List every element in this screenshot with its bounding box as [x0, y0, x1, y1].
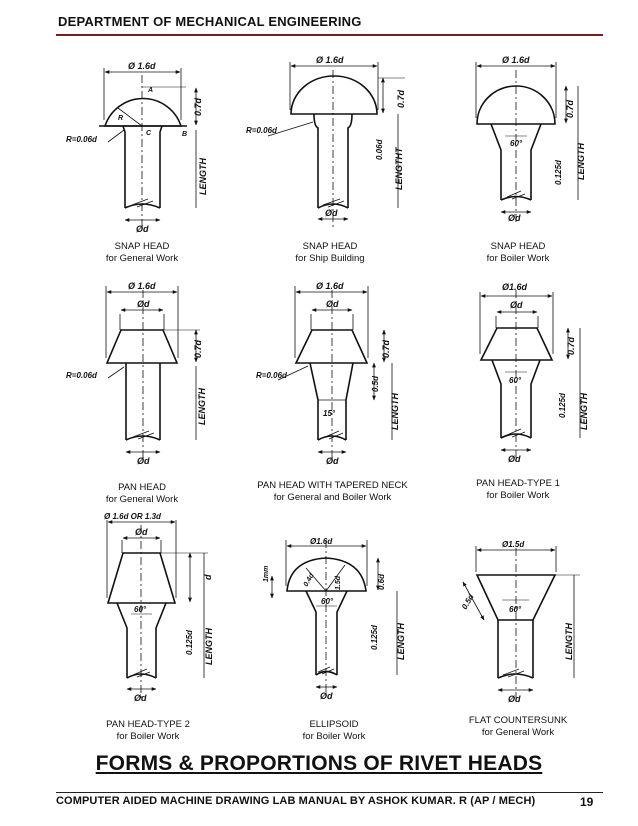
r5-angle-dim: 15°	[323, 409, 336, 418]
caption-pan-type2	[58, 719, 238, 743]
r2-top-dim: Ø 1.6d	[316, 55, 344, 65]
rivet-pan-type2	[107, 520, 208, 700]
caption-use: for Boiler Work	[302, 731, 366, 742]
r8-r1-dim: 0.4d	[302, 572, 316, 588]
caption-name: SNAP HEAD	[490, 241, 546, 252]
r1-point-b: B	[182, 131, 188, 138]
r4-shank-dim: Ød	[137, 456, 150, 466]
r6-length-dim: LENGTH	[579, 393, 589, 430]
rivet-snap-boiler	[476, 62, 578, 225]
r5-radius-dim: R=0.06d	[256, 371, 287, 380]
r9-height-dim: 0.5d	[459, 592, 476, 611]
r2-shank-dim: Ød	[325, 208, 338, 218]
r2-mid-dim: 0.06d	[375, 139, 384, 160]
r8-neck-dim: 0.125d	[370, 625, 379, 650]
r7-shank-dim: Ød	[134, 693, 147, 703]
caption-use: for General Work	[105, 253, 179, 264]
caption-use: for Boiler Work	[486, 490, 550, 501]
caption-use: for General Work	[481, 727, 555, 738]
caption-name: PAN HEAD	[118, 482, 166, 493]
r6-inner-dim: Ød	[510, 300, 523, 310]
r1-point-c: C	[146, 130, 152, 137]
caption-snap-general	[52, 241, 232, 265]
r4-inner-dim: Ød	[137, 299, 150, 309]
r6-height-dim: 0.7d	[566, 336, 576, 355]
r7-top-dim: Ø 1.6d OR 1.3d	[104, 512, 161, 521]
caption-name: FLAT COUNTERSUNK	[468, 715, 568, 726]
caption-use: for General and Boiler Work	[273, 492, 392, 503]
caption-name: SNAP HEAD	[302, 241, 358, 252]
r8-shank-dim: Ød	[320, 691, 333, 701]
r3-angle-dim: 60°	[510, 139, 523, 148]
caption-use: for General Work	[105, 494, 179, 505]
rivet-pan-tapered	[278, 286, 392, 462]
r5-neck-dim: 0.5d	[371, 375, 380, 392]
r1-top-dim: Ø 1.6d	[128, 61, 156, 71]
caption-snap-boiler	[428, 241, 608, 265]
r8-length-dim: LENGTH	[396, 623, 406, 660]
r8-side-dim: 1mm	[263, 565, 270, 582]
r8-top-dim: Ø1.6d	[310, 537, 333, 546]
r3-top-dim: Ø 1.6d	[502, 55, 530, 65]
caption-name: PAN HEAD-TYPE 2	[106, 719, 190, 730]
r2-length-dim: LENGTHT	[394, 147, 404, 190]
caption-name: PAN HEAD WITH TAPERED NECK	[257, 480, 408, 491]
r6-top-dim: Ø1.6d	[502, 282, 528, 292]
r1-height-dim: 0.7d	[193, 97, 203, 116]
r6-shank-dim: Ød	[508, 454, 521, 464]
r7-neck-dim: 0.125d	[185, 630, 194, 655]
r5-inner-dim: Ød	[326, 299, 339, 309]
caption-name: PAN HEAD-TYPE 1	[476, 478, 560, 489]
rivet-ellipsoid	[272, 540, 397, 697]
caption-snap-ship	[240, 241, 420, 265]
rivet-pan-type1	[480, 290, 580, 460]
caption-use: for Boiler Work	[486, 253, 550, 264]
footer-text: COMPUTER AIDED MACHINE DRAWING LAB MANUAL BY ASHOK KUMAR. R (AP / MECH)	[56, 795, 536, 807]
rivet-pan-general	[106, 286, 200, 462]
caption-countersunk	[428, 715, 608, 739]
r5-shank-dim: Ød	[326, 456, 339, 466]
r9-top-dim: Ø1.5d	[502, 540, 525, 549]
r2-height-dim: 0.7d	[396, 89, 406, 108]
caption-use: for Boiler Work	[116, 731, 180, 742]
caption-pan-general	[52, 482, 232, 506]
r4-top-dim: Ø 1.6d	[128, 281, 156, 291]
r8-height-dim: 0.6d	[377, 573, 386, 590]
caption-use: for Ship Building	[295, 253, 365, 264]
r3-height-dim: 0.7d	[565, 99, 575, 118]
r7-length-dim: LENGTH	[204, 628, 214, 665]
r8-angle-dim: 60°	[321, 597, 334, 606]
page-number: 19	[580, 795, 594, 809]
r9-shank-dim: Ød	[508, 694, 521, 704]
caption-name: SNAP HEAD	[114, 241, 170, 252]
r5-height-dim: 0.7d	[381, 339, 391, 358]
r2-radius-dim: R=0.06d	[246, 126, 277, 135]
page-title: FORMS & PROPORTIONS OF RIVET HEADS	[95, 752, 543, 775]
r7-height-dim: d	[203, 574, 213, 580]
r7-inner-dim: Ød	[135, 527, 148, 537]
r3-neck-dim: 0.125d	[554, 160, 563, 185]
r9-angle-dim: 60°	[509, 605, 522, 614]
rivet-countersunk	[463, 546, 580, 700]
r1-shank-dim: Ød	[136, 224, 149, 234]
r3-length-dim: LENGTH	[576, 143, 586, 180]
r6-neck-dim: 0.125d	[558, 393, 567, 418]
r4-radius-dim: R=0.06d	[66, 371, 97, 380]
caption-name: ELLIPSOID	[309, 719, 359, 730]
r4-length-dim: LENGTH	[197, 388, 207, 425]
r7-angle-dim: 60°	[134, 605, 147, 614]
caption-pan-type1	[428, 478, 608, 502]
r3-shank-dim: Ød	[508, 213, 521, 223]
r1-length-dim: LENGTH	[198, 158, 208, 195]
footer-rule	[56, 792, 603, 793]
caption-ellipsoid	[244, 719, 424, 743]
rivet-snap-ship	[268, 62, 405, 230]
r4-height-dim: 0.7d	[193, 339, 203, 358]
r1-radius-dim: R=0.06d	[66, 135, 97, 144]
r1-point-r: R	[118, 115, 124, 122]
r9-length-dim: LENGTH	[564, 623, 574, 660]
department-header: DEPARTMENT OF MECHANICAL ENGINEERING	[58, 14, 362, 29]
caption-pan-tapered	[225, 480, 440, 504]
r5-length-dim: LENGTH	[390, 393, 400, 430]
r5-top-dim: Ø 1.6d	[316, 281, 344, 291]
r8-r2-dim: 1.5d	[335, 575, 342, 590]
r6-angle-dim: 60°	[509, 376, 522, 385]
r1-point-a: A	[148, 87, 154, 94]
